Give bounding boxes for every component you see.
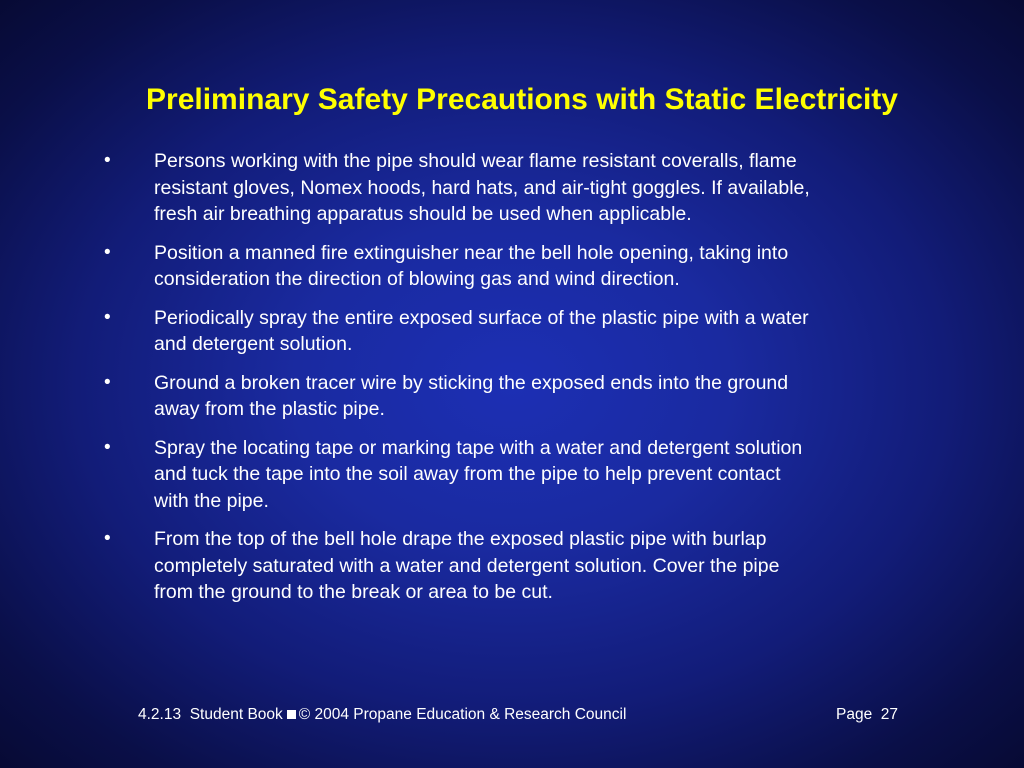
footer-copyright: © 2004 Propane Education & Research Council: [298, 706, 627, 723]
bullet-icon: •: [104, 528, 111, 549]
bullet-icon: •: [104, 436, 111, 458]
bullet-item: [96, 148, 936, 228]
bullet-text: Periodically spray the entire exposed surface of the plastic pipe with a water and detergent solution.: [154, 306, 809, 355]
slide-title: Preliminary Safety Precautions with Static Electricity: [146, 83, 898, 116]
page-number: Page 27: [836, 706, 899, 723]
footer-book-ref: 4.2.13 Student Book: [138, 706, 283, 723]
bullet-list: [96, 148, 936, 618]
bullet-item: [96, 370, 936, 423]
bullet-text: From the top of the bell hole drape the exposed plastic pipe with burlap completely saturated with a water and detergent solution. Cover the pipe from the ground to the break or area to be cut.: [154, 528, 780, 603]
bullet-item: [96, 526, 936, 606]
bullet-text: Ground a broken tracer wire by sticking the exposed ends into the ground away from the plastic pipe.: [154, 371, 789, 420]
footer-credit: [138, 705, 626, 725]
bullet-icon: •: [104, 306, 111, 328]
bullet-item: [96, 240, 936, 293]
bullet-item: [96, 435, 936, 515]
bullet-icon: •: [104, 241, 111, 263]
bullet-icon: •: [104, 150, 111, 171]
bullet-text: Spray the locating tape or marking tape with a water and detergent solution and tuck the tape into the soil away from the pipe to help prevent contact with the pipe.: [154, 436, 803, 512]
bullet-icon: •: [104, 371, 111, 393]
bullet-text: Persons working with the pipe should wear flame resistant coveralls, flame resistant gloves, Nomex hoods, hard hats, and air-tight goggles. If available, fresh air breathing apparatus should be used when applicable.: [154, 150, 810, 225]
square-bullet-icon: [287, 710, 296, 719]
bullet-item: [96, 305, 936, 358]
bullet-text: Position a manned fire extinguisher near the bell hole opening, taking into consideration the direction of blowing gas and wind direction.: [154, 241, 789, 290]
